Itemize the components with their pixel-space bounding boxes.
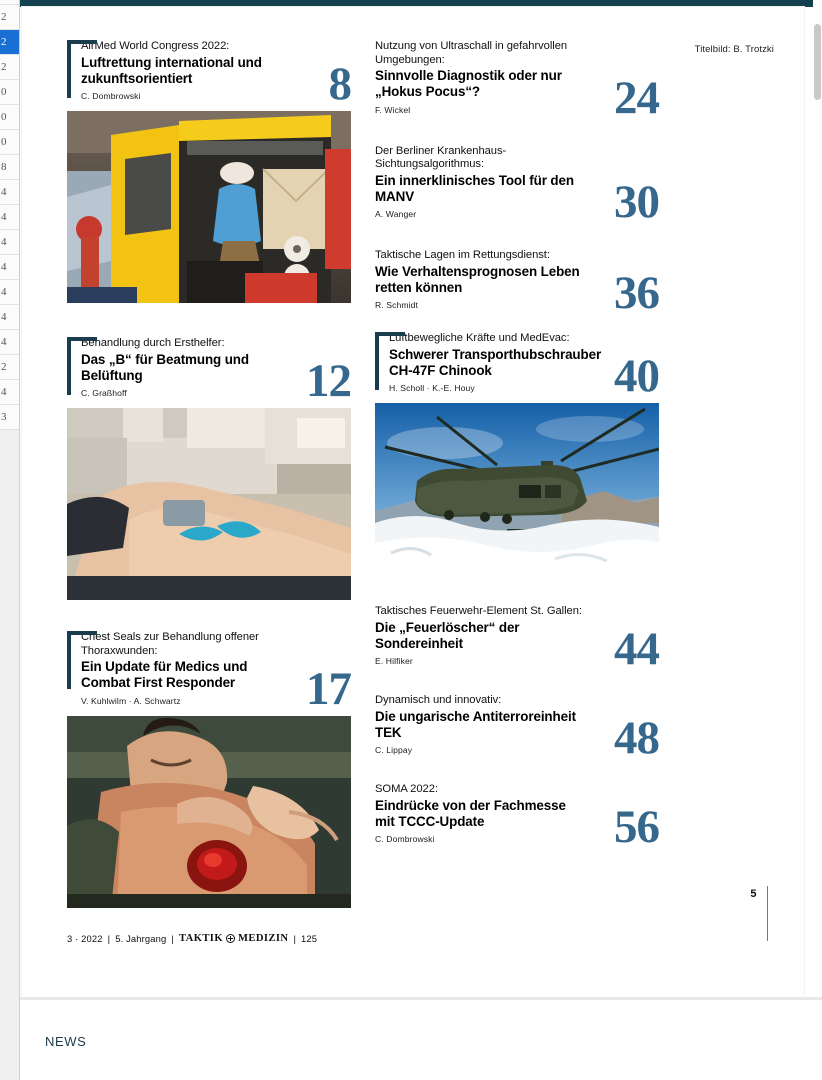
toc-entry[interactable] bbox=[375, 783, 659, 854]
thumbnail-page-22[interactable]: 4 bbox=[0, 205, 20, 230]
toc-entry-page-number[interactable]: 48 bbox=[614, 712, 659, 765]
toc-entry-head bbox=[375, 40, 659, 124]
toc-entry[interactable] bbox=[67, 631, 351, 908]
thumbnail-page-21[interactable]: 4 bbox=[0, 180, 20, 205]
toc-entry[interactable] bbox=[67, 40, 351, 303]
page-thumbnail-rail[interactable] bbox=[0, 0, 20, 1080]
thumbnail-page-29[interactable]: 4 bbox=[0, 380, 20, 405]
toc-entry-title[interactable]: Wie Verhaltensprognosen Leben retten können bbox=[375, 263, 580, 295]
toc-entry-author: C. Lippay bbox=[375, 745, 413, 756]
toc-entry-title[interactable]: Die „Feuerlöscher“ der Sondereinheit bbox=[375, 619, 520, 651]
folio-rule bbox=[767, 886, 769, 941]
toc-entry-text bbox=[81, 337, 295, 398]
toc-entry-title[interactable]: Das „B“ für Beatmung und Belüftung bbox=[81, 351, 249, 383]
toc-entry-title[interactable]: Ein innerklinisches Tool für den MANV bbox=[375, 172, 574, 204]
rail-inner bbox=[0, 0, 20, 430]
scrollbar-thumb[interactable] bbox=[814, 24, 821, 100]
toc-entry-text bbox=[389, 332, 603, 393]
toc-entry-kicker: Nutzung von Ultraschall in gefahrvollen Umgebungen: bbox=[375, 40, 568, 66]
toc-entry-page-number[interactable]: 56 bbox=[614, 801, 659, 854]
toc-entry-author: R. Schmidt bbox=[375, 300, 419, 311]
toc-entry-title[interactable]: Luftrettung international und zukunftsorientiert bbox=[81, 54, 262, 86]
document-page bbox=[22, 7, 804, 997]
toc-entry-text bbox=[375, 40, 589, 115]
footer-issue: 3 · 2022 bbox=[67, 933, 103, 944]
toc-entry-author: C. Dombrowski bbox=[375, 834, 435, 845]
toc-entry-text bbox=[375, 145, 589, 220]
toc-entry-head bbox=[375, 249, 659, 320]
footer-code: 125 bbox=[301, 933, 318, 944]
brand-word-taktik: TAKTIK bbox=[178, 933, 223, 944]
thumbnail-page-24[interactable]: 4 bbox=[0, 255, 20, 280]
patient-on-stretcher-photo bbox=[67, 408, 351, 600]
thumbnail-page-20[interactable]: 8 bbox=[0, 155, 20, 180]
toc-entry-text bbox=[81, 631, 295, 706]
magazine-brand bbox=[179, 933, 288, 944]
toc-entry-page-number[interactable]: 8 bbox=[328, 58, 351, 110]
toc-entry-text bbox=[375, 783, 589, 844]
vertical-scrollbar[interactable] bbox=[813, 0, 822, 1080]
toc-entry-title[interactable]: Die ungarische Antiterroreinheit TEK bbox=[375, 708, 576, 740]
toc-entry-title[interactable]: Sinnvolle Diagnostik oder nur „Hokus Pocus“? bbox=[375, 68, 562, 100]
footer-separator: | bbox=[107, 933, 111, 944]
toc-entry-head bbox=[375, 332, 659, 403]
page-footer bbox=[67, 933, 317, 944]
toc-entry-head bbox=[375, 694, 659, 765]
toc-entry-kicker: AirMed World Congress 2022: bbox=[81, 40, 230, 52]
toc-entry-author: F. Wickel bbox=[375, 104, 411, 115]
toc-entry[interactable] bbox=[375, 332, 659, 581]
toc-entry-page-number[interactable]: 44 bbox=[614, 623, 659, 676]
toc-entry-kicker: Chest Seals zur Behandlung offener Thoraxwunden: bbox=[81, 631, 259, 657]
brand-word-medizin: MEDIZIN bbox=[237, 933, 289, 944]
folio bbox=[750, 888, 768, 941]
toc-entry-text bbox=[375, 249, 589, 310]
toc-entry-kicker: Dynamisch und innovativ: bbox=[375, 694, 502, 707]
toc-entry-text bbox=[375, 605, 589, 666]
toc-entry-text bbox=[375, 694, 589, 755]
toc-entry[interactable] bbox=[375, 40, 659, 124]
toc-entry-page-number[interactable]: 24 bbox=[614, 71, 659, 124]
thumbnail-page-26[interactable]: 4 bbox=[0, 305, 20, 330]
thumbnail-page-27[interactable]: 4 bbox=[0, 330, 20, 355]
toc-entry-head bbox=[67, 631, 351, 715]
thumbnail-page-23[interactable]: 4 bbox=[0, 230, 20, 255]
toc-entry-author: E. Hilfiker bbox=[375, 656, 413, 667]
thumbnail-page-28[interactable]: 2 bbox=[0, 355, 20, 380]
toc-column-right bbox=[375, 40, 659, 854]
thumbnail-page-25[interactable]: 4 bbox=[0, 280, 20, 305]
toc-entry-page-number[interactable]: 36 bbox=[614, 267, 659, 320]
toc-entry-kicker: SOMA 2022: bbox=[375, 783, 438, 796]
toc-entry-page-number[interactable]: 30 bbox=[614, 176, 659, 229]
toc-entry-page-number[interactable]: 17 bbox=[306, 662, 351, 715]
toc-entry-page-number[interactable]: 40 bbox=[614, 350, 659, 403]
next-document-page bbox=[22, 1000, 804, 1080]
thumbnail-page-17[interactable]: 0 bbox=[0, 80, 20, 105]
thumbnail-page-14[interactable]: 2 bbox=[0, 5, 20, 30]
toc-entry[interactable] bbox=[67, 337, 351, 600]
toc-entry-author: A. Wanger bbox=[375, 209, 417, 220]
toc-entry-kicker: Taktische Lagen im Rettungsdienst: bbox=[375, 249, 550, 262]
section-heading-news: NEWS bbox=[45, 1034, 87, 1049]
chinook-helicopter-photo bbox=[375, 403, 659, 581]
toc-entry[interactable] bbox=[375, 605, 659, 676]
toc-entry[interactable] bbox=[375, 144, 659, 229]
helicopter-cabin-photo bbox=[67, 111, 351, 303]
toc-entry-kicker: Behandlung durch Ersthelfer: bbox=[81, 337, 225, 349]
thumbnail-page-18[interactable]: 0 bbox=[0, 105, 20, 130]
chest-wound-treatment-photo bbox=[67, 716, 351, 908]
thumbnail-page-16[interactable]: 2 bbox=[0, 55, 20, 80]
toc-entry-page-number[interactable]: 12 bbox=[306, 355, 351, 407]
toc-entry[interactable] bbox=[375, 249, 659, 320]
toc-entry-kicker: Der Berliner Krankenhaus-Sichtungsalgorithmus: bbox=[375, 144, 507, 171]
cross-in-circle-icon bbox=[226, 934, 235, 943]
thumbnail-page-15[interactable]: 2 bbox=[0, 30, 20, 55]
toc-entry-head bbox=[67, 337, 351, 407]
toc-entry-author: H. Scholl · K.-E. Houy bbox=[389, 383, 475, 394]
toc-entry-author: C. Graßhoff bbox=[81, 388, 127, 398]
footer-volume: 5. Jahrgang bbox=[115, 933, 167, 944]
toc-entry-head bbox=[375, 605, 659, 676]
toc-column-left bbox=[67, 40, 351, 926]
toc-entry-head bbox=[375, 144, 659, 229]
toc-entry[interactable] bbox=[375, 694, 659, 765]
footer-separator: | bbox=[171, 933, 174, 944]
toc-entry-text bbox=[81, 40, 295, 101]
toc-entry-author: C. Dombrowski bbox=[81, 91, 141, 101]
viewer-top-bar bbox=[20, 0, 822, 7]
cover-credit: Titelbild: B. Trotzki bbox=[694, 44, 774, 55]
folio-number: 5 bbox=[750, 888, 757, 900]
footer-separator: | bbox=[293, 933, 297, 944]
toc-entry-head bbox=[375, 783, 659, 854]
thumbnail-page-19[interactable]: 0 bbox=[0, 130, 20, 155]
thumbnail-page-30[interactable]: 3 bbox=[0, 405, 20, 430]
toc-entry-title[interactable]: Eindrücke von der Fachmesse mit TCCC-Update bbox=[375, 797, 566, 829]
toc-entry-head bbox=[67, 40, 351, 110]
toc-entry-title[interactable]: Ein Update für Medics und Combat First Responder bbox=[81, 659, 248, 691]
toc-entry-kicker: Taktisches Feuerwehr-Element St. Gallen: bbox=[375, 605, 582, 618]
toc-entry-kicker: Luftbewegliche Kräfte und MedEvac: bbox=[389, 332, 570, 345]
toc-entry-author: V. Kuhlwilm · A. Schwartz bbox=[81, 695, 181, 706]
toc-entry-title[interactable]: Schwerer Transporthubschrauber CH-47F Chinook bbox=[389, 346, 602, 378]
